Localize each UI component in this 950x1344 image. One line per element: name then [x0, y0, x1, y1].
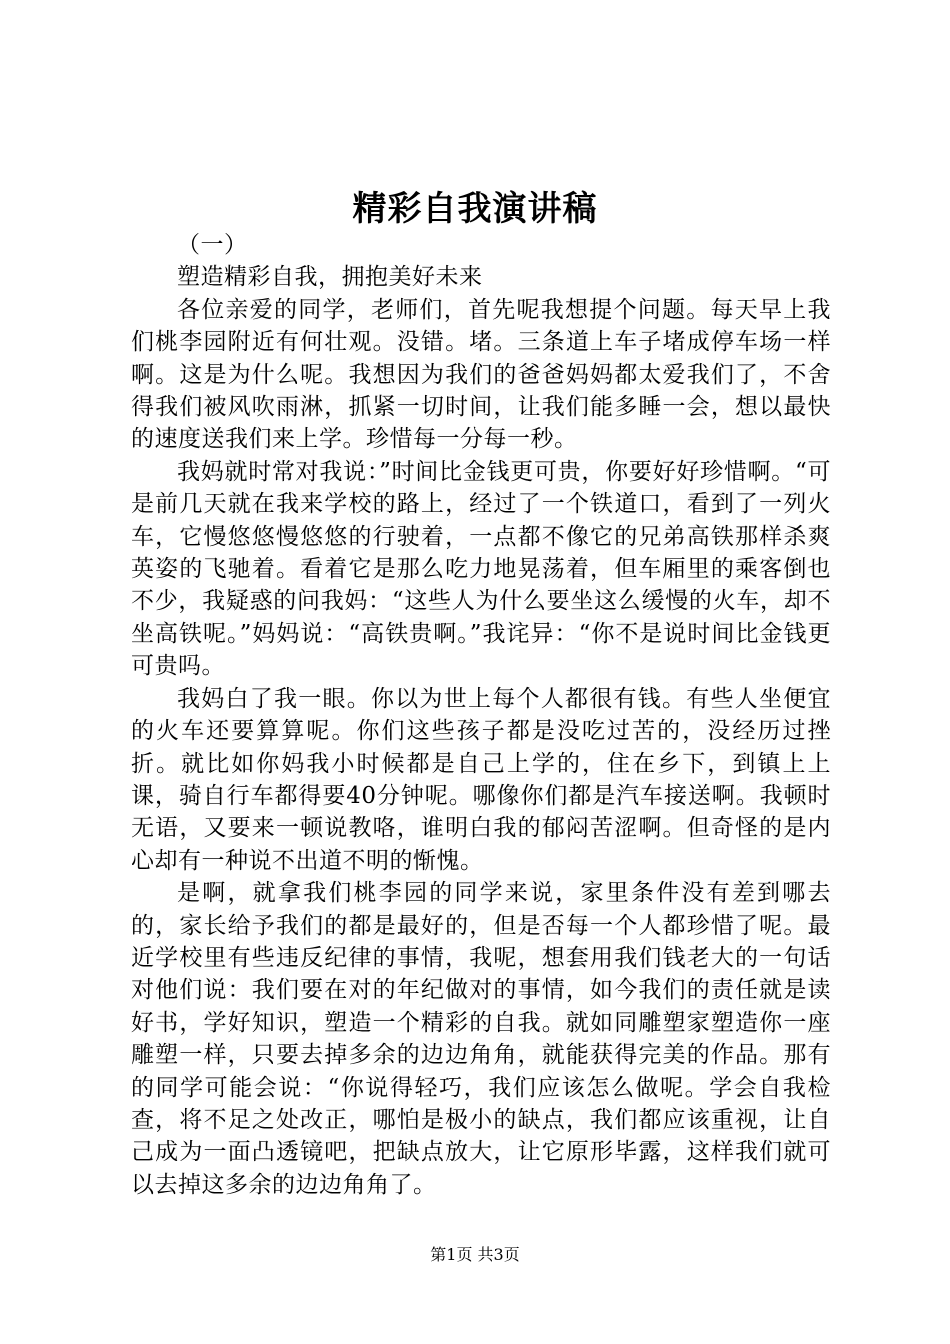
body-paragraph: 我妈白了我一眼。你以为世上每个人都很有钱。有些人坐便宜的火车还要算算呢。你们这些孩子都是没吃过苦的，没经历过挫折。就比如你妈我小时候都是自己上学的，住在乡下，到镇上上课，骑自行车都得要40分钟呢。哪像你们都是汽车接送啊。我顿时无语，又要来一顿说教咯，谁明白我的郁闷苦涩啊。但奇怪的是内心却有一种说不出道不明的惭愧。 [131, 685, 831, 874]
document-body [131, 229, 831, 1201]
document-title: 精彩自我演讲稿 [352, 189, 598, 229]
section-number: （一） [177, 232, 248, 258]
speech-subtitle: 塑造精彩自我，拥抱美好未来 [177, 264, 483, 291]
page-footer: 第1页 共3页 [430, 1245, 520, 1264]
body-paragraph: 我妈就时常对我说：”时间比金钱更可贵，你要好好珍惜啊。“可是前几天就在我来学校的路上，经过了一个铁道口，看到了一列火车，它慢悠悠慢悠悠的行驶着，一点都不像它的兄弟高铁那样杀爽英姿的飞驰着。看着它是那么吃力地晃荡着，但车厢里的乘客倒也不少，我疑惑的问我妈：“这些人为什么要坐这么缓慢的火车，却不坐高铁呢。”妈妈说：“高铁贵啊。”我诧异：“你不是说时间比金钱更可贵吗。 [131, 458, 831, 680]
body-paragraph: 各位亲爱的同学，老师们，首先呢我想提个问题。每天早上我们桃李园附近有何壮观。没错。堵。三条道上车子堵成停车场一样啊。这是为什么呢。我想因为我们的爸爸妈妈都太爱我们了，不舍得我们被风吹雨淋，抓紧一切时间，让我们能多睡一会，想以最快的速度送我们来上学。珍惜每一分每一秒。 [131, 296, 831, 453]
body-paragraph: 是啊，就拿我们桃李园的同学来说，家里条件没有差到哪去的，家长给予我们的都是最好的，但是否每一个人都珍惜了呢。最近学校里有些违反纪律的事情，我呢，想套用我们钱老大的一句话对他们说：我们要在对的年纪做对的事情，如今我们的责任就是读好书，学好知识，塑造一个精彩的自我。就如同雕塑家塑造你一座雕塑一样，只要去掉多余的边边角角，就能获得完美的作品。那有的同学可能会说：“你说得轻巧，我们应该怎么做呢。学会自我检查，将不足之处改正，哪怕是极小的缺点，我们都应该重视，让自己成为一面凸透镜吧，把缺点放大，让它原形毕露，这样我们就可以去掉这多余的边边角角了。 [131, 880, 831, 1198]
